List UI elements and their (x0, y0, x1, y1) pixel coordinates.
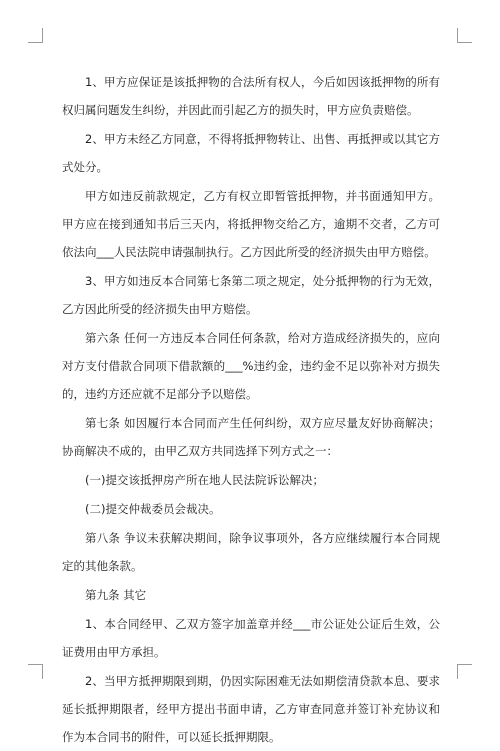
clause-paragraph: 1、本合同经甲、乙双方签字加盖章并经___市公证处公证后生效，公证费用由甲方承担。 (62, 617, 440, 659)
article-9-heading: 第九条 其它 (85, 588, 147, 602)
page-corner-mark-top-right (457, 28, 472, 43)
clause-paragraph: 3、甲方如违反本合同第七条第二项之规定，处分抵押物的行为无效，乙方因此所受的经济损失由甲方赔偿。 (62, 274, 440, 316)
page-corner-mark-bottom-left (28, 664, 43, 679)
article-8-paragraph: 第八条 争议未获解决期间，除争议事项外，各方应继续履行本合同规定的其他条款。 (62, 531, 440, 573)
option-1-paragraph: (一)提交该抵押房产所在地人民法院诉讼解决； (85, 473, 324, 487)
clause-paragraph: 1、甲方应保证是该抵押物的合法所有权人，今后如因该抵押物的所有权归属问题发生纠纷，并因此而引起乙方的损失时，甲方应负责赔偿。 (62, 75, 440, 117)
clause-paragraph: 2、当甲方抵押期限到期，仍因实际困难无法如期偿清贷款本息、要求延长抵押期限者，经甲方提出书面申请，乙方审查同意并签订补充协议和作为本合同书的附件，可以延长抵押期限。 (62, 674, 440, 744)
clause-paragraph: 甲方如违反前款规定，乙方有权立即暂管抵押物，并书面通知甲方。甲方应在接到通知书后三天内，将抵押物交给乙方，逾期不交者，乙方可依法向___人民法院申请强制执行。乙方因此所受的经济损失由甲方赔偿。 (62, 189, 440, 259)
option-2-paragraph: (二)提交仲裁委员会裁决。 (85, 502, 221, 516)
article-7-paragraph: 第七条 如因履行本合同而产生任何纠纷，双方应尽量友好协商解决；协商解决不成的，由甲乙双方共同选择下列方式之一： (62, 416, 440, 458)
document-body (62, 68, 440, 751)
page-corner-mark-top-left (28, 28, 43, 43)
page-corner-mark-bottom-right (457, 664, 472, 679)
article-6-paragraph: 第六条 任何一方违反本合同任何条款，给对方造成经济损失的，应向对方支付借款合同项下借款额的___%违约金，违约金不足以弥补对方损失的，违约方还应就不足部分予以赔偿。 (62, 331, 440, 401)
clause-paragraph: 2、甲方未经乙方同意，不得将抵押物转让、出售、再抵押或以其它方式处分。 (62, 132, 440, 174)
